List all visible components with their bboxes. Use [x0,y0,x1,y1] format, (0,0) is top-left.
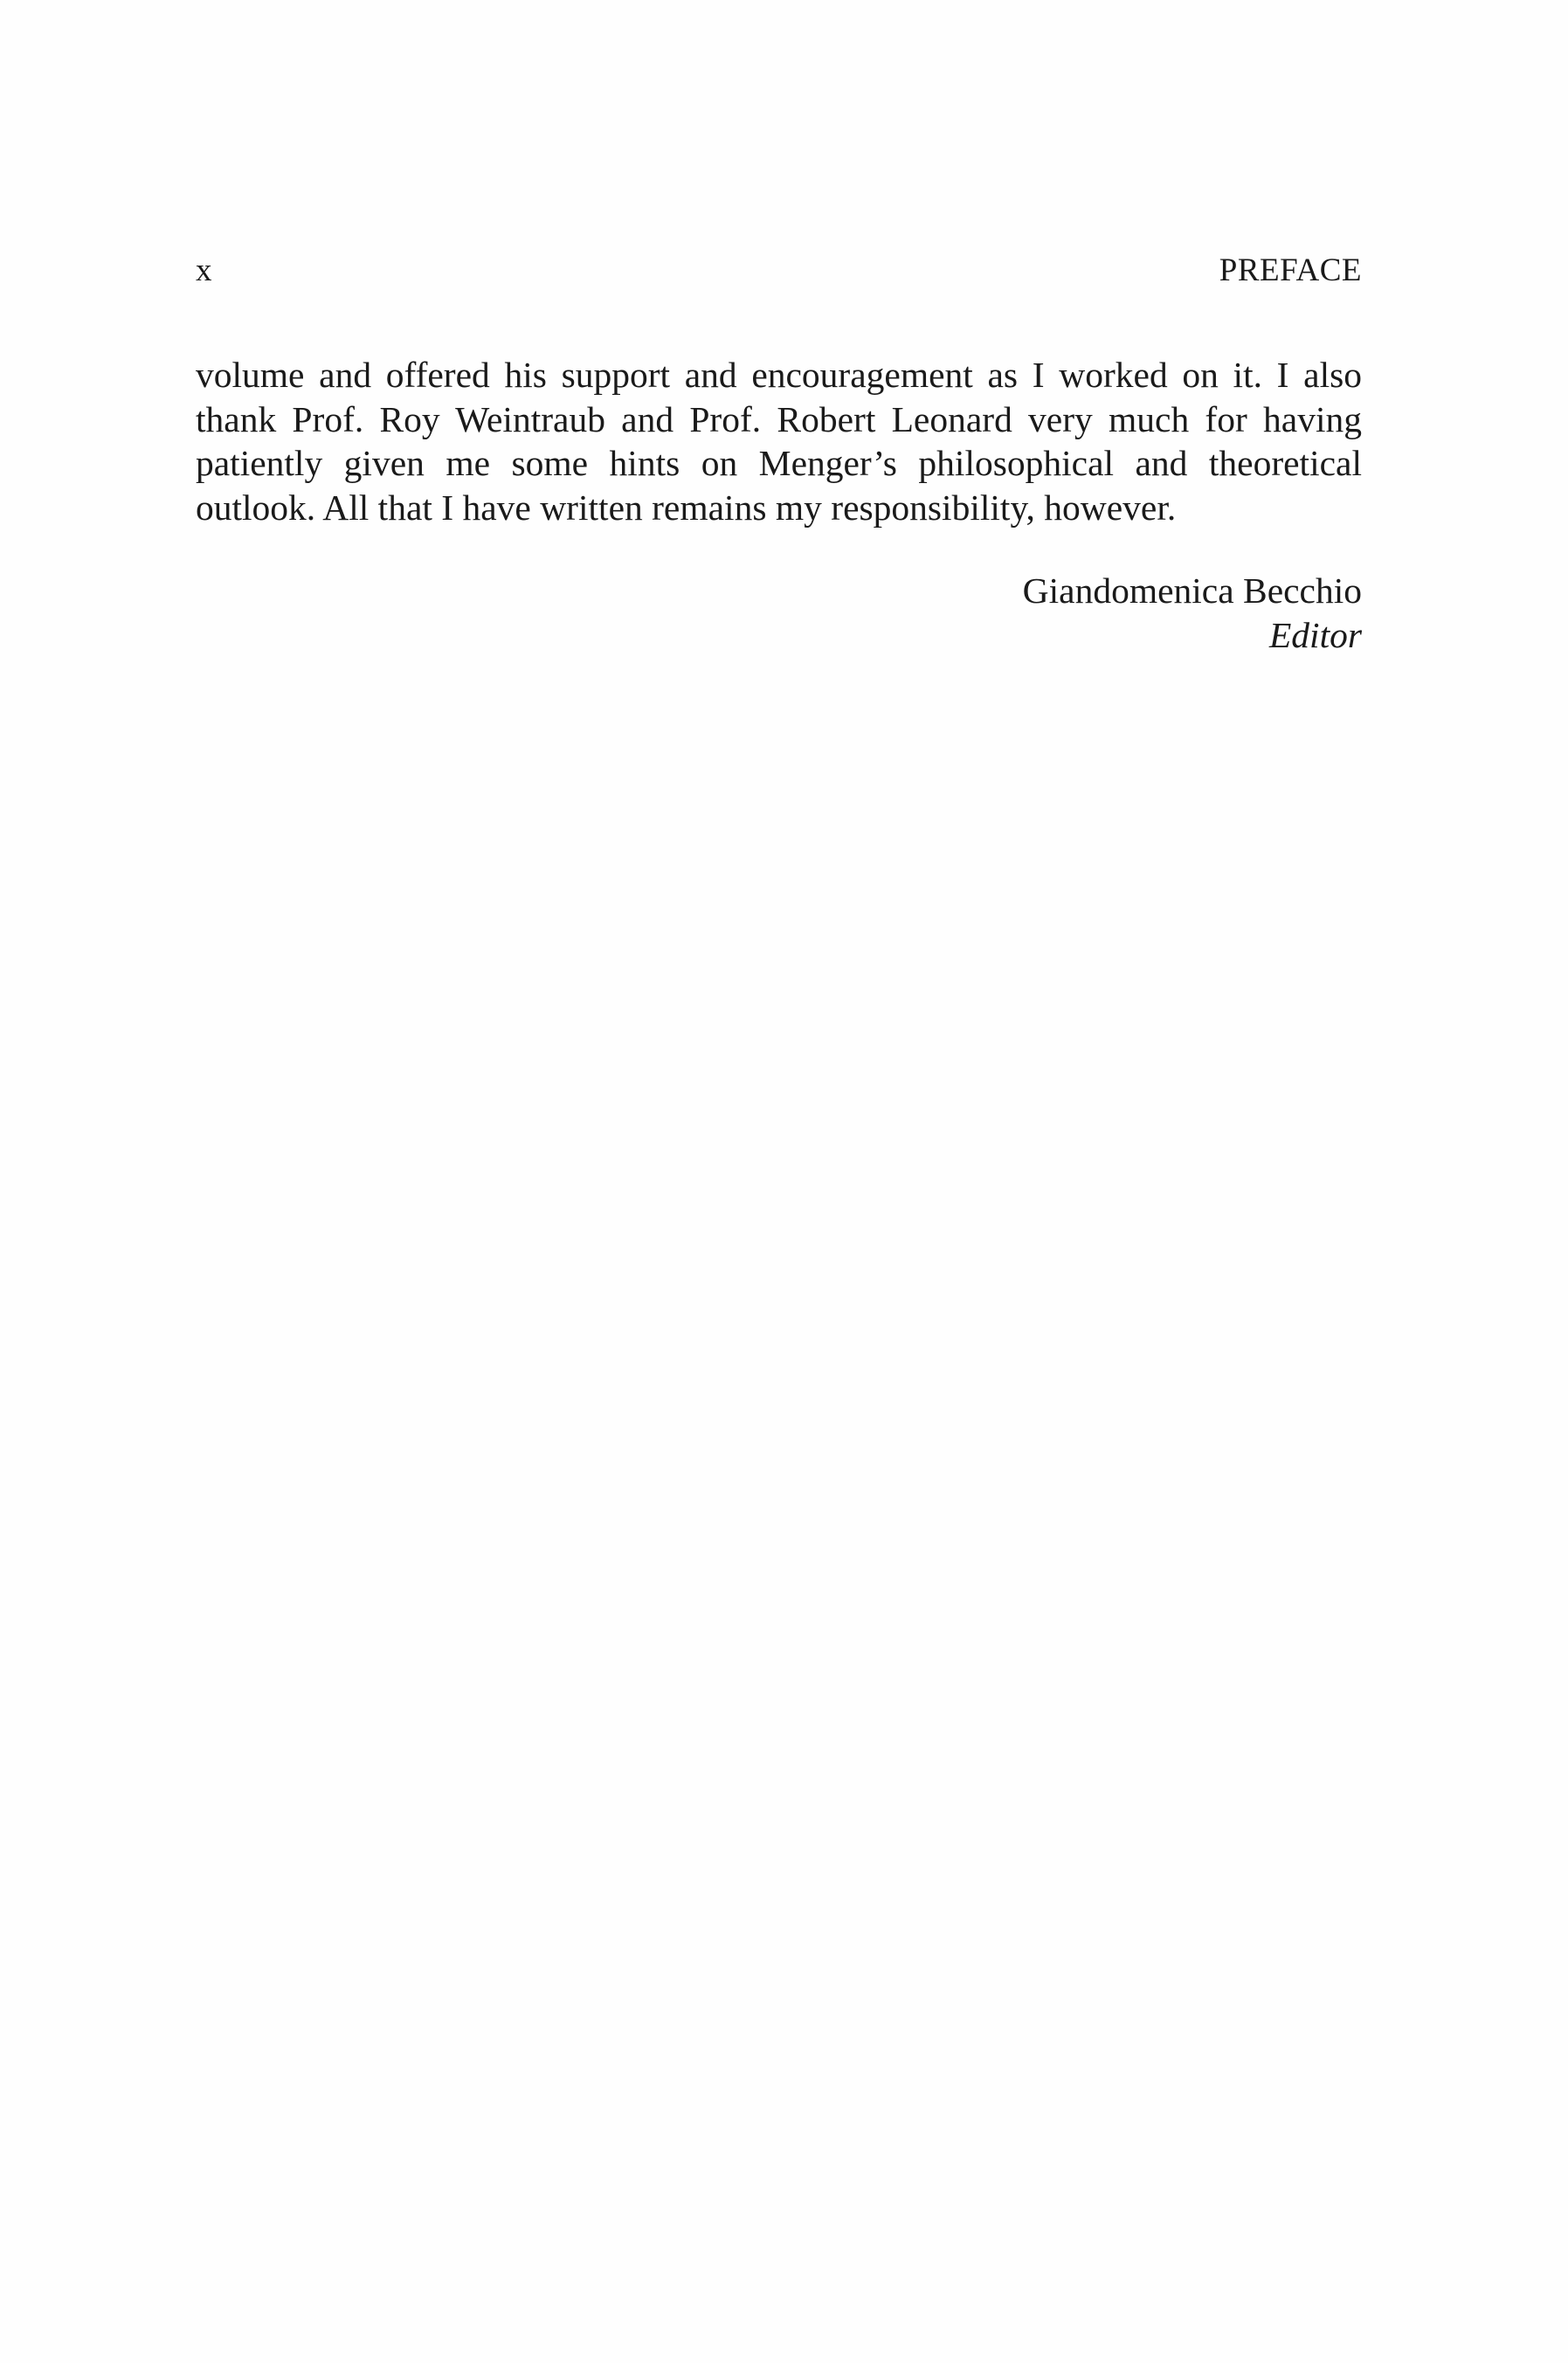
body-line: volume and offered his support and encouragement as I worked on it. I also [196,355,1362,395]
signature-role: Editor [1268,615,1362,655]
body-line: patiently given me some hints on Menger’s philosophical and theoretical [196,443,1362,483]
signature-name: Giandomenica Becchio [1022,570,1362,611]
signature-block [196,569,1362,658]
body-paragraph [196,353,1362,529]
page-number: x [196,252,212,288]
body-line: outlook. All that I have written remains my responsibility, however. [196,487,1177,528]
body-line: thank Prof. Roy Weintraub and Prof. Robert Leonard very much for having [196,398,1362,439]
running-head [196,245,1362,297]
section-title: PREFACE [1219,252,1362,288]
